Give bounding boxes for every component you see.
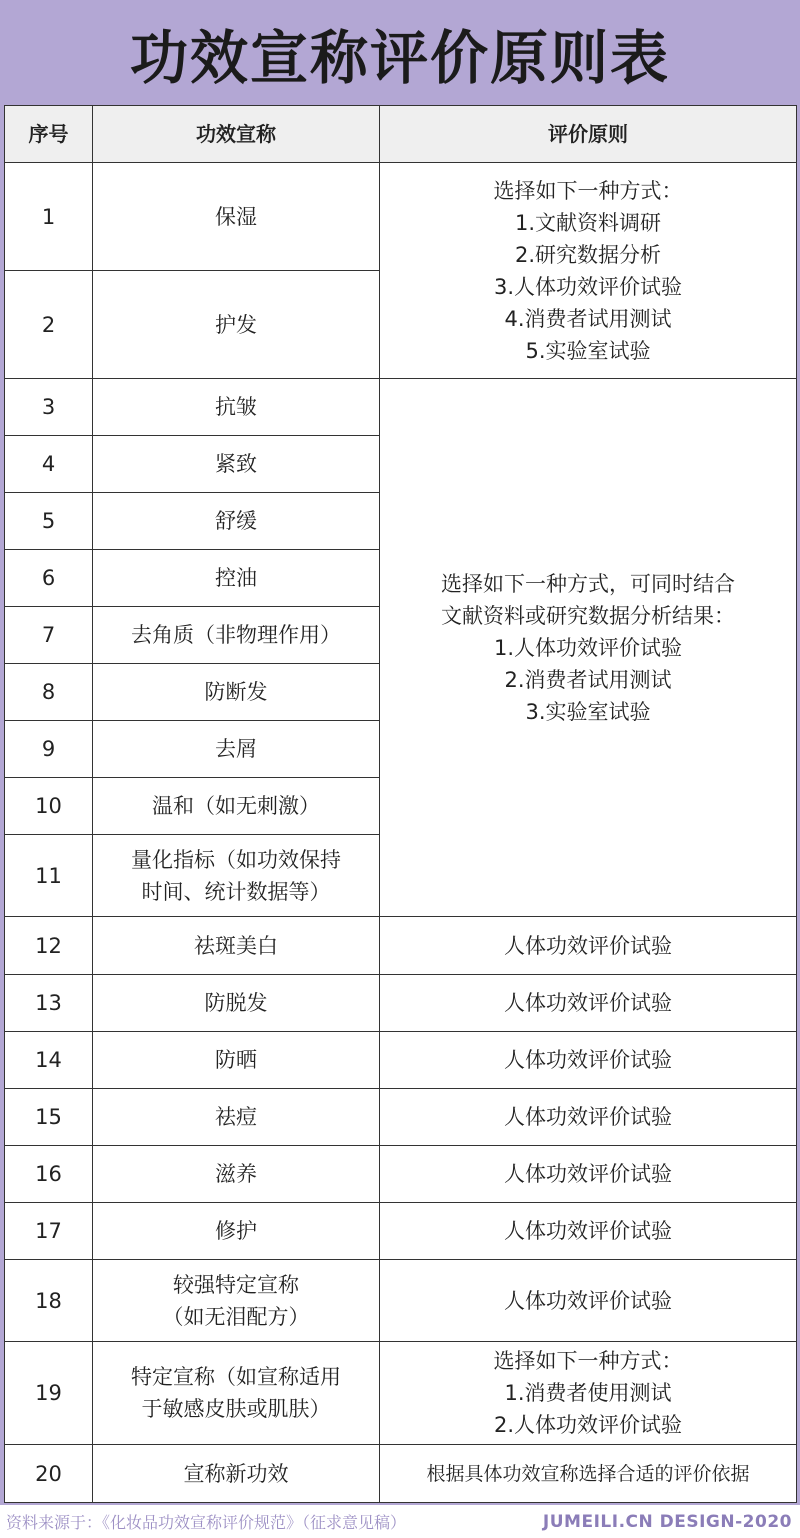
evaluation-table — [4, 105, 797, 1503]
claim-cell — [93, 835, 380, 917]
table-row — [5, 1260, 797, 1342]
principle-cell: 人体功效评价试验 — [380, 1032, 797, 1089]
row-number: 11 — [5, 835, 93, 917]
principle-line: 2.研究数据分析 — [514, 242, 662, 267]
claim-cell — [93, 1260, 380, 1342]
claim-line: 特定宣称（如宣称适用 — [131, 1365, 341, 1389]
table-row — [5, 163, 797, 271]
claim-cell: 防晒 — [93, 1032, 380, 1089]
claim-cell: 抗皱 — [93, 379, 380, 436]
row-number: 7 — [5, 607, 93, 664]
principle-line: 选择如下一种方式，可同时结合 — [441, 571, 735, 596]
principle-line: 2.消费者试用测试 — [504, 667, 672, 692]
claim-cell: 控油 — [93, 550, 380, 607]
table-row — [5, 1146, 797, 1203]
principle-line: 选择如下一种方式： — [493, 1349, 683, 1373]
claim-cell: 祛斑美白 — [93, 917, 380, 975]
row-number: 13 — [5, 975, 93, 1032]
claim-cell: 防脱发 — [93, 975, 380, 1032]
row-number: 5 — [5, 493, 93, 550]
claim-line: 量化指标（如功效保持 — [131, 847, 341, 872]
row-number: 6 — [5, 550, 93, 607]
footer — [0, 1505, 800, 1538]
claim-cell: 护发 — [93, 271, 380, 379]
claim-line: 时间、统计数据等） — [141, 879, 331, 904]
table-row — [5, 1445, 797, 1503]
header-claim: 功效宣称 — [93, 106, 380, 163]
principle-cell-group-a — [380, 163, 797, 379]
table-header-row — [5, 106, 797, 163]
table-row — [5, 1203, 797, 1260]
claim-cell: 滋养 — [93, 1146, 380, 1203]
header-index: 序号 — [5, 106, 93, 163]
claim-cell: 宣称新功效 — [93, 1445, 380, 1503]
claim-cell: 去屑 — [93, 721, 380, 778]
claim-cell: 去角质（非物理作用） — [93, 607, 380, 664]
row-number: 20 — [5, 1445, 93, 1503]
claim-line: 较强特定宣称 — [173, 1272, 299, 1297]
principle-cell: 人体功效评价试验 — [380, 975, 797, 1032]
table-row — [5, 917, 797, 975]
principle-line: 1.文献资料调研 — [514, 210, 662, 235]
principle-cell: 人体功效评价试验 — [380, 1089, 797, 1146]
claim-cell — [93, 1342, 380, 1445]
row-number: 12 — [5, 917, 93, 975]
header-principle: 评价原则 — [380, 106, 797, 163]
row-number: 15 — [5, 1089, 93, 1146]
table-row — [5, 379, 797, 436]
row-number: 18 — [5, 1260, 93, 1342]
principle-line: 2.人体功效评价试验 — [493, 1413, 683, 1437]
claim-line: （如无泪配方） — [162, 1304, 310, 1329]
table-row — [5, 975, 797, 1032]
principle-cell — [380, 1342, 797, 1445]
row-number: 19 — [5, 1342, 93, 1445]
row-number: 4 — [5, 436, 93, 493]
source-note: 资料来源于：《化妆品功效宣称评价规范》（征求意见稿） — [6, 1513, 407, 1532]
row-number: 2 — [5, 271, 93, 379]
principle-line: 选择如下一种方式： — [493, 178, 683, 203]
claim-cell: 修护 — [93, 1203, 380, 1260]
principle-line: 1.人体功效评价试验 — [493, 635, 683, 660]
claim-cell: 保湿 — [93, 163, 380, 271]
brand-credit: JUMEILI.CN DESIGN-2020 — [542, 1511, 792, 1532]
claim-cell: 防断发 — [93, 664, 380, 721]
claim-cell: 紧致 — [93, 436, 380, 493]
principle-line: 4.消费者试用测试 — [504, 306, 672, 331]
principle-line: 1.消费者使用测试 — [504, 1381, 672, 1405]
principle-line: 3.实验室试验 — [525, 699, 651, 724]
page-title: 功效宣称评价原则表 — [129, 23, 670, 92]
claim-cell: 舒缓 — [93, 493, 380, 550]
claim-cell: 祛痘 — [93, 1089, 380, 1146]
claim-line: 于敏感皮肤或肌肤） — [141, 1397, 331, 1421]
principle-cell: 人体功效评价试验 — [380, 1203, 797, 1260]
row-number: 3 — [5, 379, 93, 436]
claim-cell: 温和（如无刺激） — [93, 778, 380, 835]
principle-cell-group-b — [380, 379, 797, 917]
table-row — [5, 1032, 797, 1089]
row-number: 10 — [5, 778, 93, 835]
principle-cell: 人体功效评价试验 — [380, 917, 797, 975]
row-number: 14 — [5, 1032, 93, 1089]
principle-line: 5.实验室试验 — [525, 338, 651, 363]
principle-cell: 根据具体功效宣称选择合适的评价依据 — [380, 1445, 797, 1503]
title-bar — [0, 0, 800, 105]
row-number: 1 — [5, 163, 93, 271]
principle-cell: 人体功效评价试验 — [380, 1260, 797, 1342]
row-number: 9 — [5, 721, 93, 778]
table-row — [5, 1089, 797, 1146]
principle-cell: 人体功效评价试验 — [380, 1146, 797, 1203]
row-number: 16 — [5, 1146, 93, 1203]
table-row — [5, 1342, 797, 1445]
row-number: 8 — [5, 664, 93, 721]
principle-line: 文献资料或研究数据分析结果： — [441, 603, 735, 628]
row-number: 17 — [5, 1203, 93, 1260]
principle-line: 3.人体功效评价试验 — [493, 274, 683, 299]
